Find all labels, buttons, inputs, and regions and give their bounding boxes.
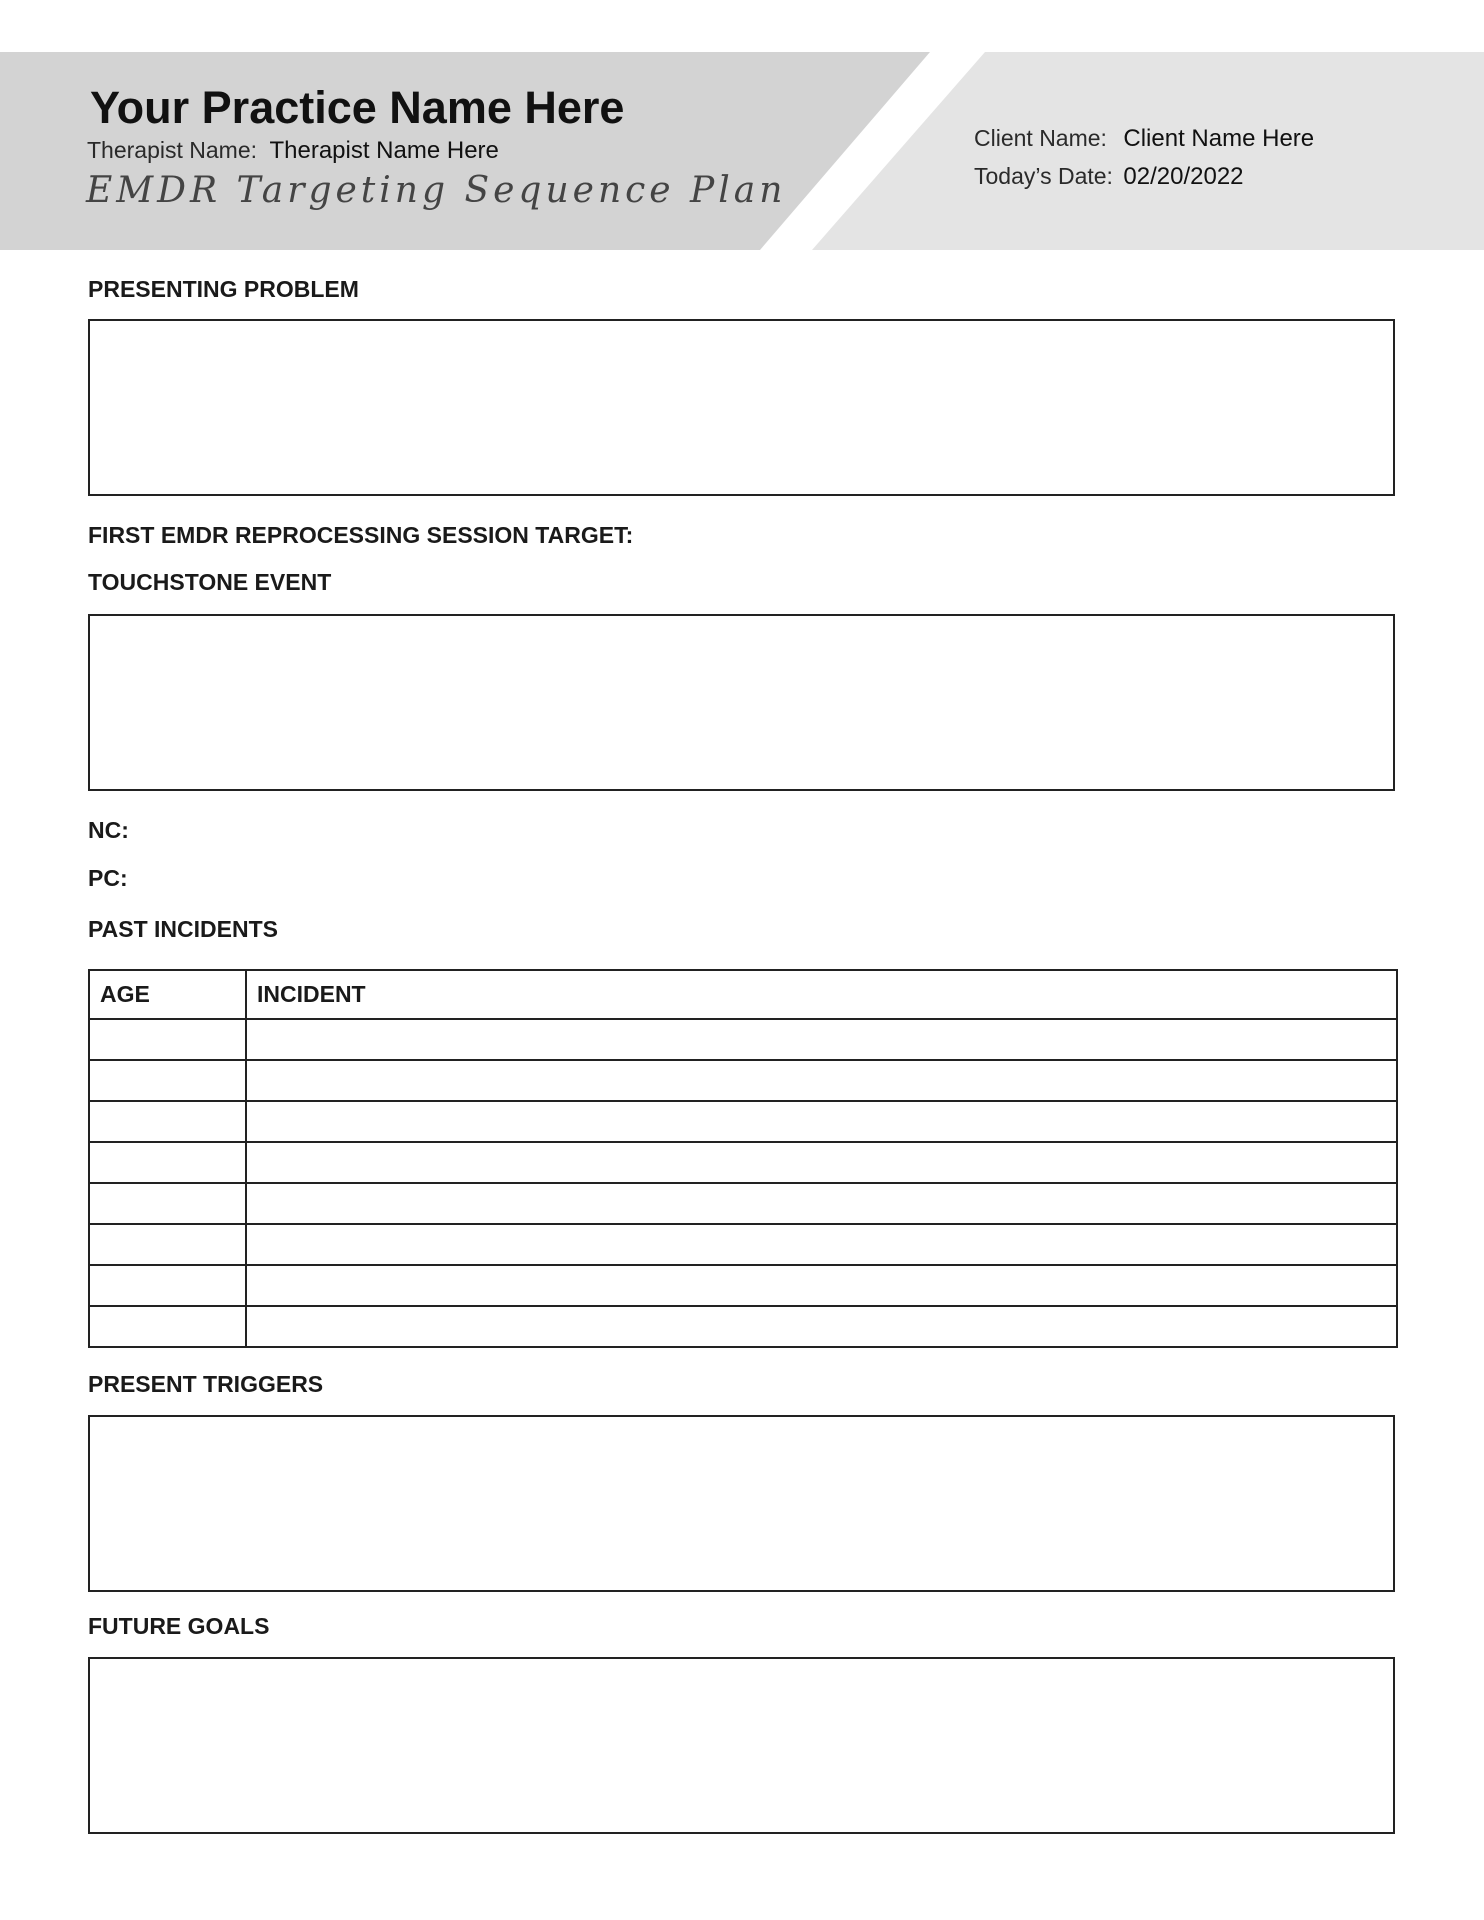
table-row: [89, 1183, 1397, 1224]
date-row: [974, 163, 1244, 191]
past-incidents-table: [88, 969, 1398, 1348]
document-title: EMDR Targeting Sequence Plan: [86, 170, 787, 211]
therapist-name-label: Therapist Name:: [87, 137, 258, 163]
incident-cell[interactable]: [246, 1060, 1397, 1101]
age-cell[interactable]: [89, 1019, 246, 1060]
age-cell[interactable]: [89, 1306, 246, 1347]
future-goals-field[interactable]: [88, 1657, 1395, 1834]
therapist-name-value[interactable]: Therapist Name Here: [269, 137, 499, 164]
client-name-label: Client Name:: [974, 125, 1107, 151]
client-name-value[interactable]: Client Name Here: [1123, 125, 1315, 152]
table-row: [89, 1265, 1397, 1306]
table-row: [89, 1224, 1397, 1265]
incident-cell[interactable]: [246, 1142, 1397, 1183]
document-header: [0, 52, 1484, 250]
age-cell[interactable]: [89, 1142, 246, 1183]
presenting-problem-label: PRESENTING PROBLEM: [88, 276, 359, 302]
table-row: [89, 1101, 1397, 1142]
date-label: Today’s Date:: [974, 163, 1113, 189]
therapist-name-row: [87, 137, 499, 165]
past-incidents-label: PAST INCIDENTS: [88, 916, 278, 942]
incident-cell[interactable]: [246, 1101, 1397, 1142]
touchstone-event-label: TOUCHSTONE EVENT: [88, 569, 332, 595]
incident-column-header: INCIDENT: [246, 970, 1397, 1019]
incident-cell[interactable]: [246, 1265, 1397, 1306]
present-triggers-field[interactable]: [88, 1415, 1395, 1592]
age-cell[interactable]: [89, 1224, 246, 1265]
nc-label: NC:: [88, 817, 129, 843]
incident-cell[interactable]: [246, 1019, 1397, 1060]
table-header-row: [89, 970, 1397, 1019]
age-column-header: AGE: [89, 970, 246, 1019]
client-name-row: [974, 125, 1314, 153]
touchstone-event-field[interactable]: [88, 614, 1395, 791]
practice-name: Your Practice Name Here: [90, 82, 625, 133]
incident-cell[interactable]: [246, 1224, 1397, 1265]
age-cell[interactable]: [89, 1265, 246, 1306]
pc-label: PC:: [88, 865, 128, 891]
date-value[interactable]: 02/20/2022: [1123, 163, 1244, 190]
incident-cell[interactable]: [246, 1306, 1397, 1347]
table-row: [89, 1142, 1397, 1183]
table-row: [89, 1019, 1397, 1060]
age-cell[interactable]: [89, 1060, 246, 1101]
future-goals-label: FUTURE GOALS: [88, 1613, 270, 1639]
presenting-problem-field[interactable]: [88, 319, 1395, 496]
first-target-label: FIRST EMDR REPROCESSING SESSION TARGET:: [88, 522, 634, 548]
table-row: [89, 1306, 1397, 1347]
table-row: [89, 1060, 1397, 1101]
incident-cell[interactable]: [246, 1183, 1397, 1224]
age-cell[interactable]: [89, 1101, 246, 1142]
present-triggers-label: PRESENT TRIGGERS: [88, 1371, 324, 1397]
age-cell[interactable]: [89, 1183, 246, 1224]
